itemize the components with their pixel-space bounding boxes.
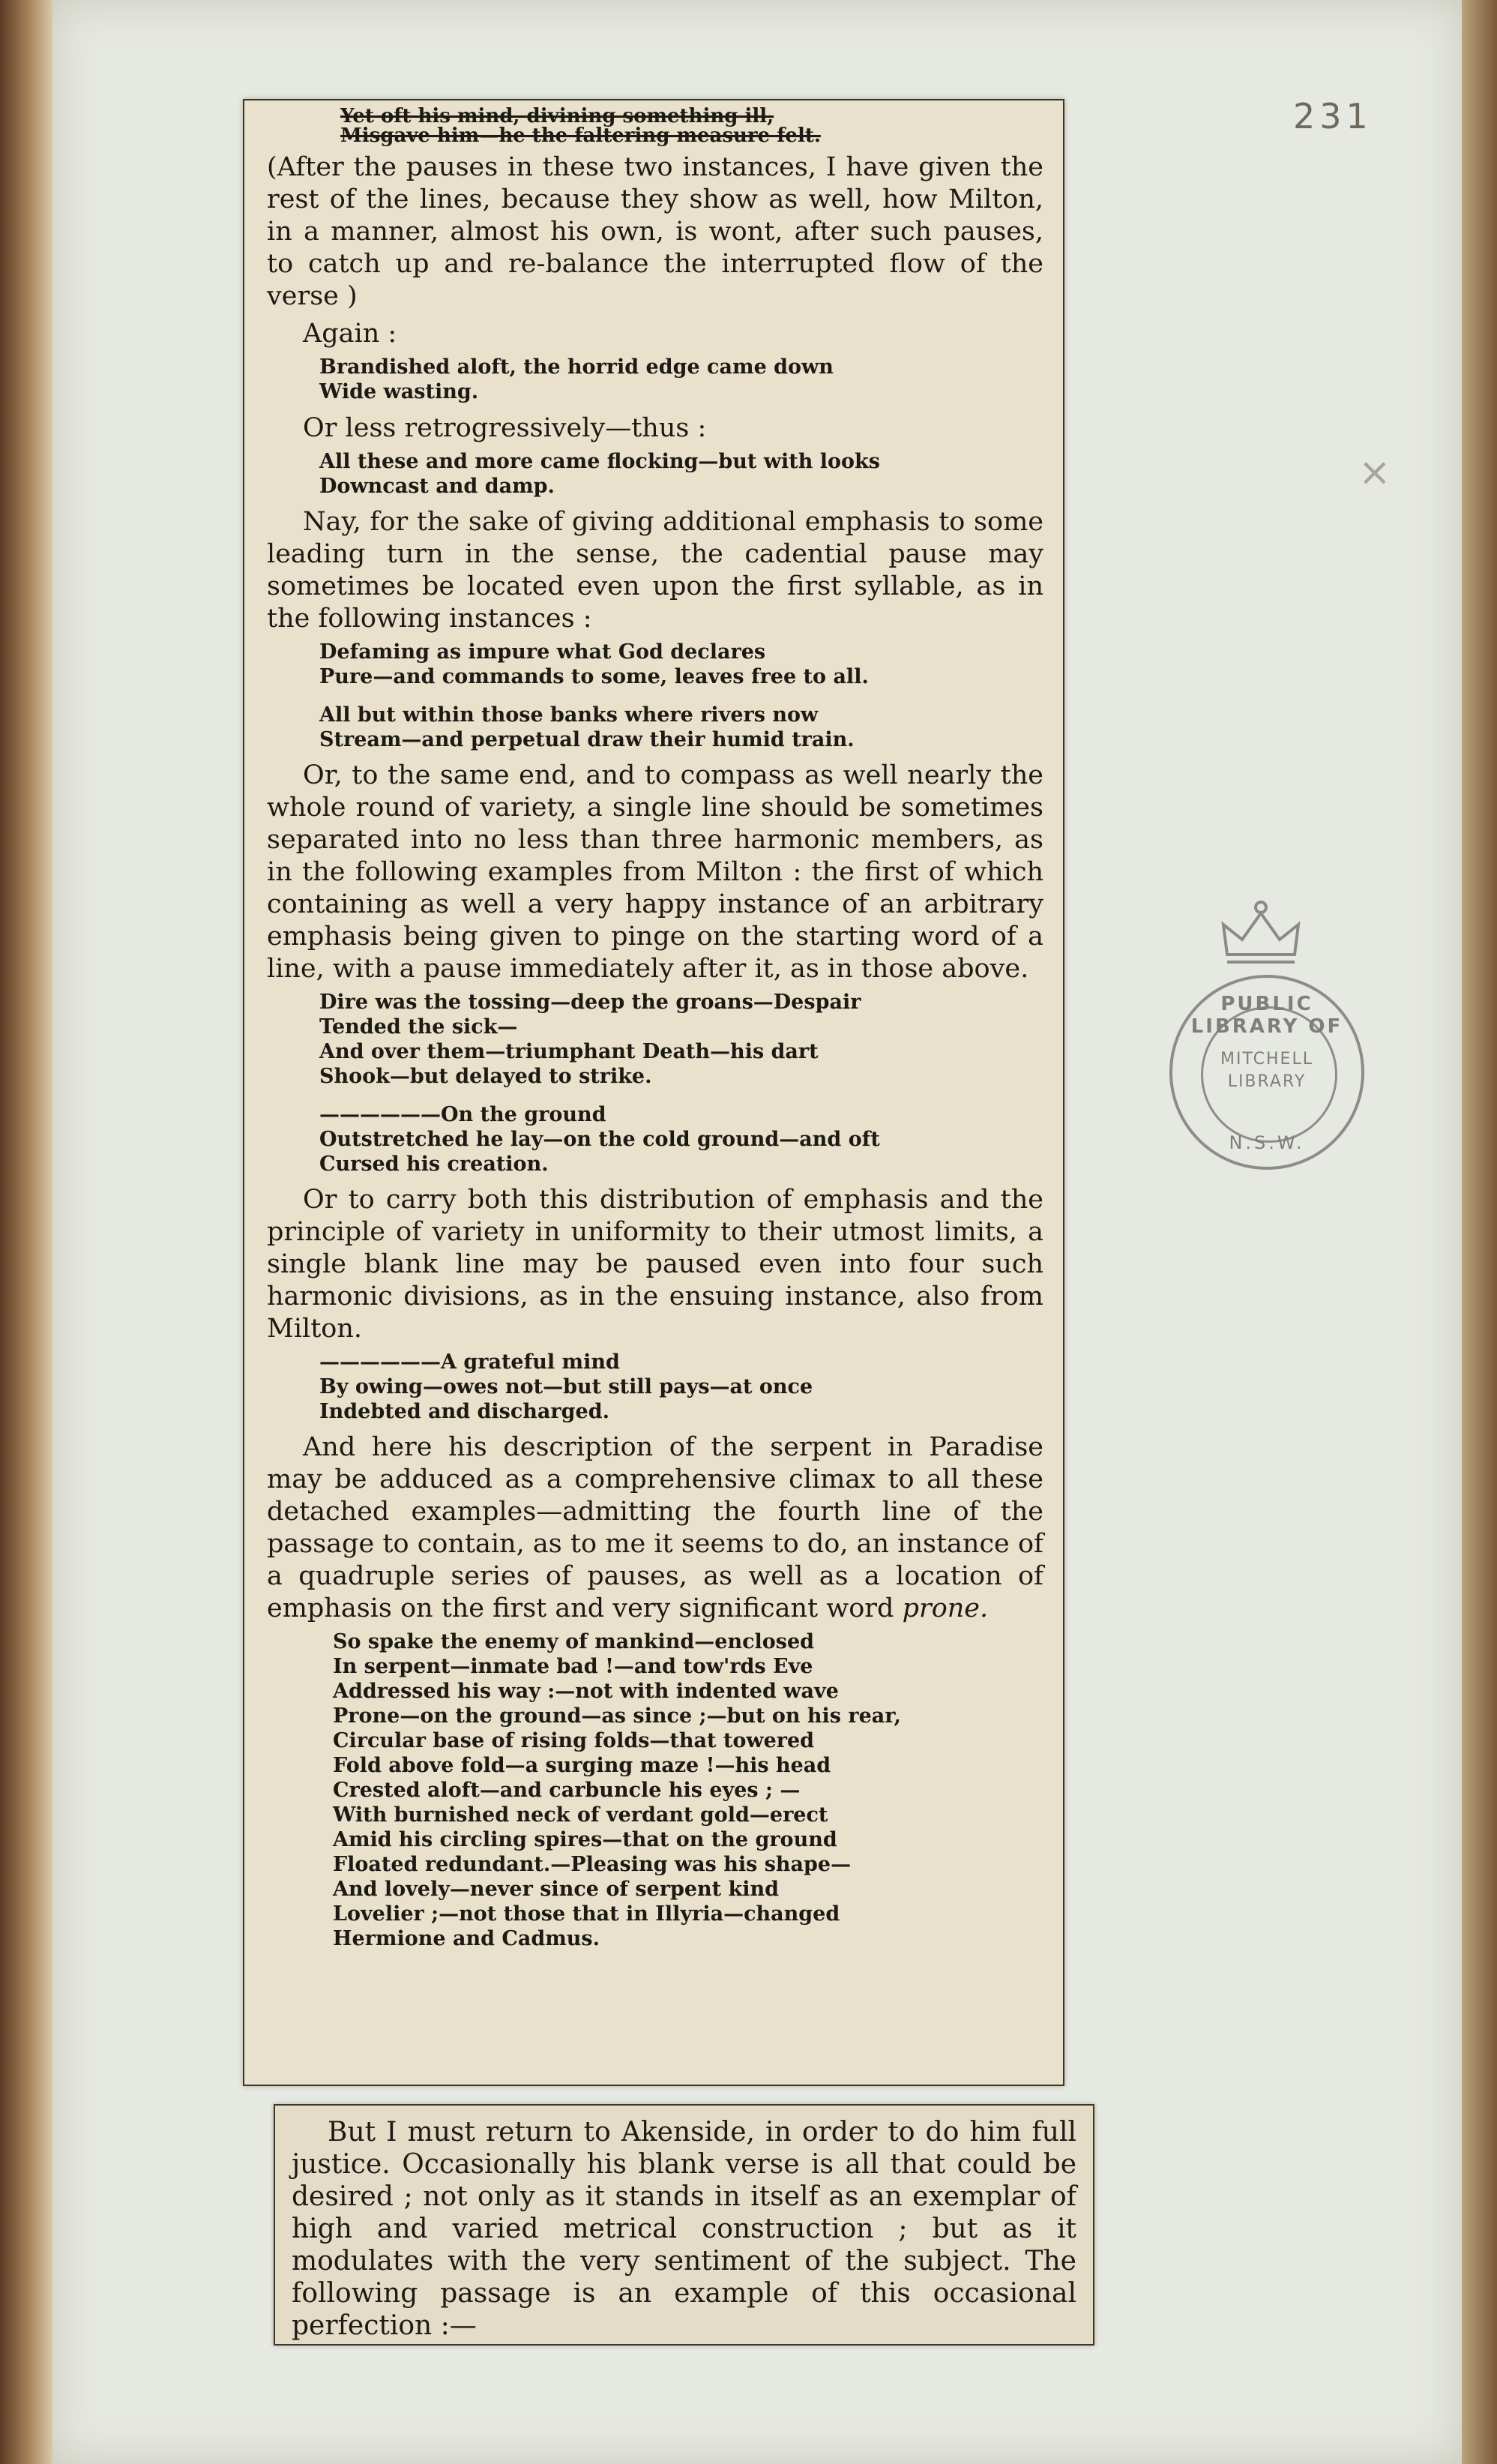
pencil-mark: × — [1358, 450, 1391, 495]
paragraph-four-divisions: Or to carry both this distribution of emphasis and the principle of variety in uniformity to their utmost limits, a single blank line may be paused even into four such harmonic divisions, as in the ensuing instance, also from Milton. — [267, 1185, 1043, 1344]
book-spine — [0, 0, 52, 2464]
paragraph-emphasis: Nay, for the sake of giving additional emphasis to some leading turn in the sense, the cadential pause may sometimes be located even upon the first syllable, as in the following instances : — [267, 507, 1043, 634]
paragraph-serpent: And here his description of the serpent in Paradise may be adduced as a comprehensive climax to all these detached examples—admitting the fourth line of the passage to contain, as to me it seems to do, an instance of a quadruple series of pauses, as well as a location of emphasis on the first and very significant word prone. — [267, 1432, 1043, 1623]
label-again: Again : — [303, 319, 397, 349]
library-stamp: PUBLIC LIBRARY OF MITCHELL LIBRARY N.S.W. — [1169, 975, 1364, 1170]
paragraph-three-members: Or, to the same end, and to compass as well nearly the whole round of variety, a single line should be sometimes separated into no less than three harmonic members, as in the following examples from Milton : the first of which containing as well a very happy instance of an arbitrary emphasis being given to pinge on the starting word of a line, with a pause immediately after it, as in those above. — [267, 760, 1043, 984]
struck-verse: Yet oft his mind, divining something ill, Misgave him—he the faltering measure felt. — [340, 105, 821, 147]
verse-quote-serpent: So spake the enemy of mankind—enclosed In serpent—inmate bad !—and tow'rds Eve Addressed his way :—not with indented wave Prone—on the ground—as since ;—but on his rear, Circular base of rising folds—that towered Fold above fold—a surging maze !—his head Crested aloft—and carbuncle his eyes ; — With burnished neck of verdant gold—erect Amid his circling spires—that on the ground Floated redundant.—Pleasing was his shape— And lovely—never since of serpent kind Lovelier ;—not those that in Illyria—changed Hermione and Cadmus. — [333, 1630, 901, 1950]
verse-quote-5: ——————A grateful mind By owing—owes not—but still pays—at once Indebted and discharged. — [319, 1350, 813, 1423]
crown-icon — [1216, 898, 1306, 970]
newspaper-clipping-main — [243, 99, 1064, 2086]
verse-quote-1: Brandished aloft, the horrid edge came down Wide wasting. — [319, 355, 834, 403]
label-less-retrogressively: Or less retrogressively—thus : — [303, 413, 707, 443]
verse-quote-2: All these and more came flocking—but with looks Downcast and damp. — [319, 450, 880, 498]
paragraph-akenside: But I must return to Akenside, in order to do him full justice. Occasionally his blank verse is all that could be desired ; not only as it stands in itself as an exemplar of high and varied metrical construction ; but as it modulates with the very sentiment of the subject. The following passage is an example of this occasional perfection :— — [292, 2117, 1076, 2341]
italic-word-prone: prone. — [902, 1593, 989, 1623]
page-edge — [1462, 0, 1497, 2464]
folio-number: 231 — [1293, 96, 1373, 136]
newspaper-clipping-akenside — [274, 2104, 1094, 2346]
verse-quote-4: Dire was the tossing—deep the groans—Despair Tended the sick— And over them—triumphant Death—his dart Shook—but delayed to strike. ——————On the ground Outstretched he lay—on the cold ground—and oft Cursed his creation. — [319, 991, 880, 1176]
verse-quote-3: Defaming as impure what God declares Pure—and commands to some, leaves free to all. All but within those banks where rivers now Stream—and perpetual draw their humid train. — [319, 640, 869, 751]
paragraph-after-pauses: (After the pauses in these two instances, I have given the rest of the lines, because they show as well, how Milton, in a manner, almost his own, is wont, after such pauses, to catch up and re-balance the interrupted flow of the verse ) — [267, 152, 1043, 311]
